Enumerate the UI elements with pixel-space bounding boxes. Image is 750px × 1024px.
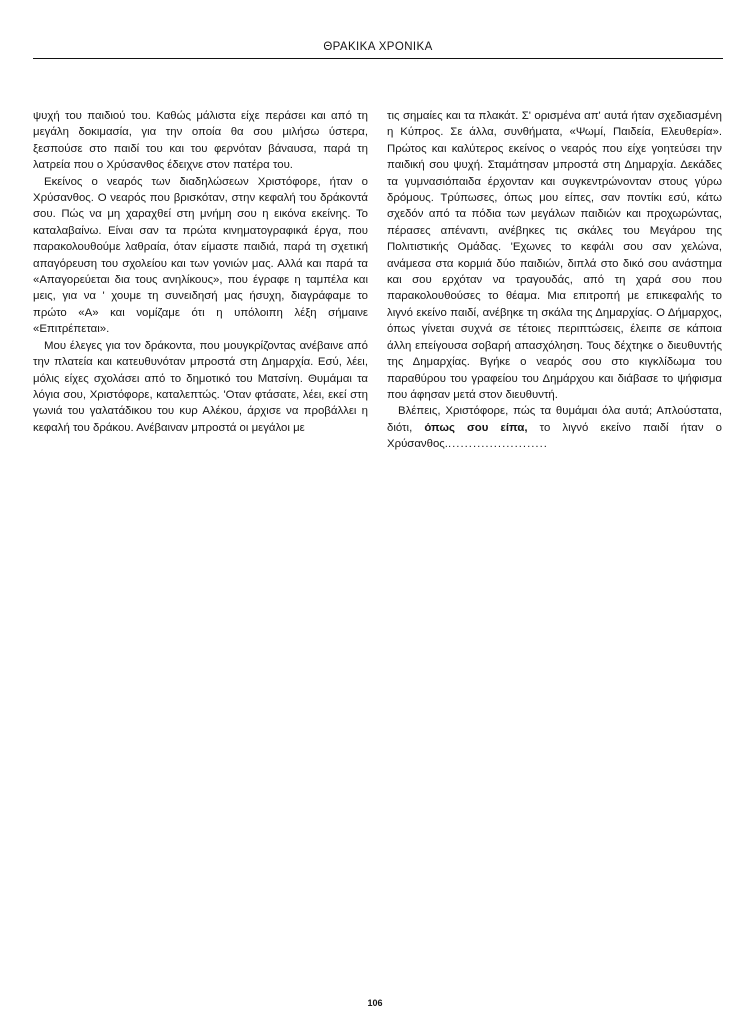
left-column [33, 108, 368, 436]
dot-leaders: ........................ [447, 438, 548, 451]
paragraph: τις σημαίες και τα πλακάτ. Σ' ορισμένα απ' αυτά ήταν σχεδιασμένη η Κύπρος. Σε άλλα, συνθήματα, «Ψωμί, Παιδεία, Ελευθερία». Πρώτος και καλύτερος εκείνος ο νεαρός που είχε γοητεύσει την παιδική σου ψυχή. Σταμάτησαν μπροστά στη Δημαρχία. Δεκάδες τα γυμνασιόπαιδα έρχονταν και συγκεντρώνονταν στους γύρω δρόμους. Τρύπωσες, όπως μου είπες, σαν ποντίκι εσύ, κάτω σχεδόν από τα πόδια των μεγάλων παιδιών και προχωρώντας, πέρασες απέναντι, ανέβηκες τις σκάλες του Μεγάρου της Πολιτιστικής Ομάδας. 'Εχωνες το κεφάλι σου σαν χελώνα, ανάμεσα στα κορμιά δύο παιδιών, διπλά στο δικό σου ανάστημα και σου ερχόταν να τραγουδάς, από τη χαρά σου που παρακολουθούσες το θέαμα. Μια επιτροπή με επικεφαλής το λιγνό εκείνο παιδί, ανέβηκε τη σκάλα της Δημαρχίας. Ο Δήμαρχος, όπως γίνεται συχνά σε τέτοιες περιπτώσεις, έλειπε σε κάποια άλλη επείγουσα σοβαρή απασχόληση. Τους δέχτηκε ο διευθυντής της Δημαρχίας. Βγήκε ο νεαρός σου στο κιγκλίδωμα του παραθύρου του γραφείου του Δημάρχου και διάβασε το ψήφισμα που άφησαν μετά στον διευθυντή. [387, 110, 722, 401]
page-number: 106 [367, 998, 383, 1008]
closing-text-end: το λιγνό εκείνο παιδί ήταν ο Χρύσανθος. [387, 421, 722, 451]
closing-text-start: Βλέπεις, Χριστόφορε, πώς τα θυμάμαι όλα αυτά; Απλούστατα, διότι, [387, 405, 722, 434]
closing-text-bold: όπως σου είπα, [424, 421, 528, 434]
paragraph: Μου έλεγες για τον δράκοντα, που μουγκρίζοντας ανέβαινε από την πλατεία και κατευθυνόταν μπροστά στη Δημαρχία. Εσύ, λέει, μόλις είχες σχολάσει από το δημοτικό του Ματσίνη. Θυμάμαι τα λόγια σου, Χριστόφορε, καταλεπτώς. 'Οταν φτάσατε, λέει, εκεί στη γωνιά του γαλατάδικου του κυρ Αλέκου, άρχισε να προβάλλει η κεφαλή του δράκου. Ανέβαιναν μπροστά οι μεγάλοι με [33, 339, 368, 434]
header-rule [33, 58, 723, 59]
running-header: ΘΡΑΚΙΚΑ ΧΡΟΝΙΚΑ [323, 41, 433, 53]
right-column [387, 108, 722, 453]
paragraph: Εκείνος ο νεαρός των διαδηλώσεων Χριστόφορε, ήταν ο Χρύσανθος. Ο νεαρός που βρισκόταν, στην κεφαλή του δράκοντά σου. Πώς να μη χαραχθεί στη μνήμη σου η εικόνα εκείνης. Το καταλαβαίνω. Είναι σαν τα πρώτα κινηματογραφικά έργα, που παρακολουθούμε λαθραία, όταν είμαστε παιδιά, παρά τη σχετική απαγόρευση του σχολείου και των γονιών μας. Αλλά και παρά τα «Απαγορεύεται δια τους ανηλίκους», που έγραφε η ταμπέλα και μεις, για να ' χουμε τη συνειδησή μας ήσυχη, διαγράφαμε το πρώτο «Α» και νομίζαμε ότι η υπόλοιπη λέξη σήμαινε «Επιτρέπεται». [33, 175, 368, 336]
paragraph: ψυχή του παιδιού του. Καθώς μάλιστα είχε περάσει και από τη μεγάλη δοκιμασία, για την οποία θα σου μιλήσω ύστερα, ξεσπούσε στο παιδί του και του φερνόταν βάναυσα, παρά τη λατρεία που ο Χρύσανθος έδειχνε στον πατέρα του. [33, 110, 368, 172]
closing-paragraph [387, 403, 722, 452]
